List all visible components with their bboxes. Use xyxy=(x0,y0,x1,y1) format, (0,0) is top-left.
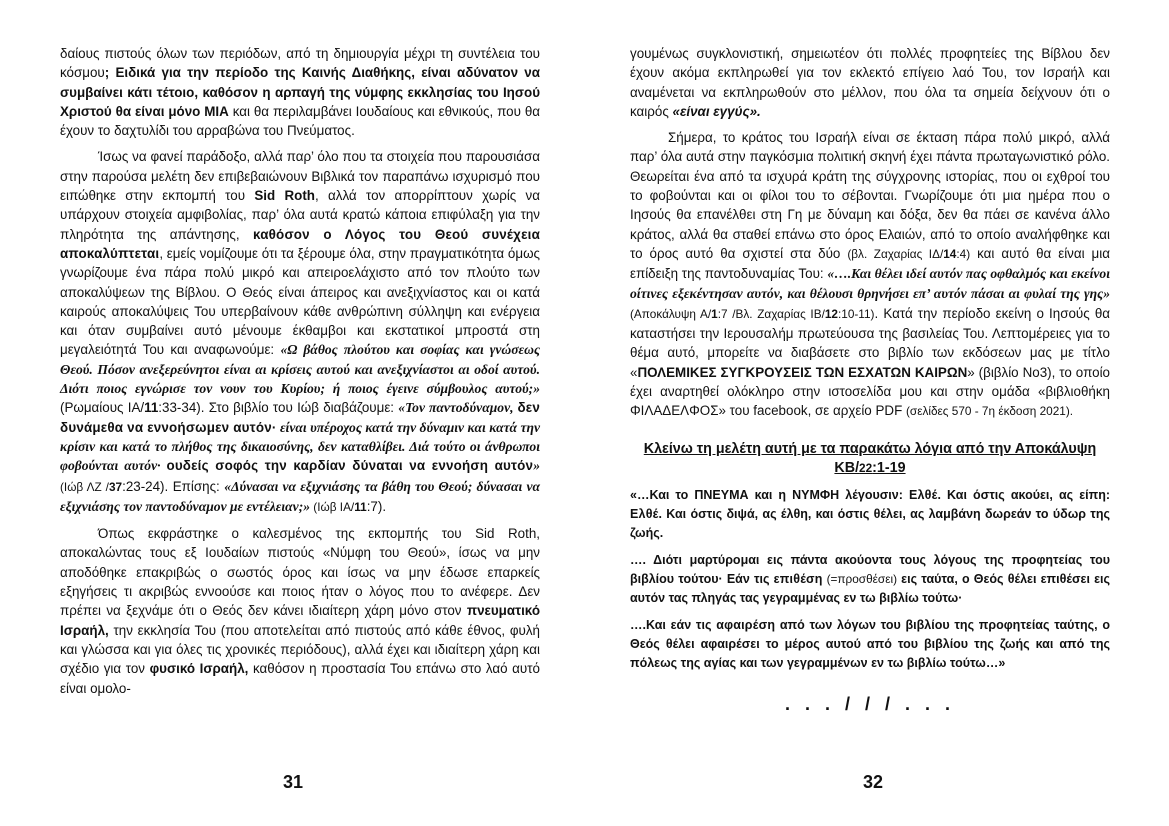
page-number-left: 31 xyxy=(283,772,304,792)
left-paragraph-3: Όπως εκφράστηκε ο καλεσμένος της εκπομπής του Sid Roth, αποκαλώντας τους εξ Ιουδαίων πιστούς «Νύμφη του Θεού», ίσως να μην αποδόθηκε επακριβώς ο σωστός όρος και ίσως να μην έδωσε επαρκείς εξηγήσεις τι ακριβώς εννοούσε και ποιος ήταν ο λόγος που το ανέφερε. Δεν πρέπει να ξεχνάμε ότι ο Θεός δεν κάνει ιδιαίτερη χάρη μόνο στον πνευματικό Ισραήλ, την εκκλησία Του (που αποτελείται από πιστούς από κάθε έθνος, φυλή και γλώσσα και για όλες τις χρονικές περιόδους), αλλά έχει και ιδιαίτερη χάρη και σχέδιο για τον φυσικό Ισραήλ, καθόσον η προστασία Του επάνω στο λαό αυτό είναι ομολο- xyxy=(60,526,540,696)
closing-quote-2: …. Διότι μαρτύρομαι εις πάντα ακούοντα τους λόγους της προφητείας του βιβλίου τούτου· Εάν τις επιθέση (=προσθέσει) εις ταύτα, ο Θεός θέλει επιθέσει εις αυτόν τας πληγάς τας γεγραμμένας εν τω βιβλίω τούτω· xyxy=(630,552,1110,605)
romans-quote: «Ω βάθος πλούτου και σοφίας και γνώσεως Θεού. Πόσον ανεξερεύνητοι είναι αι κρίσεις αυτού και ανεξιχνίαστοι αι οδοί αυτού. Διότι ποιος εγνώρισε τον νουν του Κυρίου; ή ποιος έγεινε σύμβουλος αυτού;» xyxy=(60,342,541,397)
right-paragraph-1: γουμένως συγκλονιστική, σημειωτέον ότι πολλές προφητείες της Βίβλου δεν έχουν ακόμα εκπληρωθεί για τον εκλεκτό επίγειο λαό Του, τον Ισραήλ και αναμένεται να εκπληρωθούν στο μέλλον, που όλα τα σημεία δείχνουν ότι ο καιρός «είναι εγγύς». xyxy=(630,46,1110,119)
closing-heading: Κλείνω τη μελέτη αυτή με τα παρακάτω λόγια από την Αποκάλυψη ΚΒ/22:1-19 xyxy=(643,440,1097,476)
page-number-right: 32 xyxy=(863,772,884,792)
left-paragraph-1: δαίους πιστούς όλων των περιόδων, από τη δημιουργία μέχρι τη συντέλεια του κόσμου; Ειδικά για την περίοδο της Καινής Διαθήκης, είναι αδύνατον να συμβαίνει κάτι τέτοιο, καθόσον η αρπαγή της νύμφης εκκλησίας του Ιησού Χριστού θα είναι μόνο ΜΙΑ και θα περιλαμβάνει Ιουδαίους και εθνικούς, που θα έχουν το δαχτυλίδι του αρραβώνα του Πνεύματος. xyxy=(60,46,541,139)
closing-quote-1: «…Και το ΠΝΕΥΜΑ και η ΝΥΜΦΗ λέγουσιν: Ελθέ. Και όστις ακούει, ας είπη: Ελθέ. Και όστις διψά, ας έλθη, και όστις θέλει, ας λαμβάνη δωρεάν το ύδωρ της ζωής. xyxy=(630,487,1110,540)
right-page xyxy=(630,44,1110,714)
revelation-quote: «….Και θέλει ιδεί αυτόν πας οφθαλμός και εκείνοι οίτινες εξεκέντησαν αυτόν, και θέλουσι θρηνήσει επ’ αυτόν πάσαι αι φυλαί της γης» xyxy=(630,266,1110,301)
left-page xyxy=(60,44,540,698)
job-quote: «Δύνασαι να εξιχνιάσης τα βάθη του Θεού; δύνασαι να εξιχνιάσης τον παντοδύναμον με εντέλειαν;» xyxy=(60,478,540,514)
end-ornament: . . . / / / . . . xyxy=(784,693,956,714)
closing-quote-3: ….Και εάν τις αφαιρέση από των λόγων του βιβλίου της προφητείας ταύτης, ο Θεός θέλει αφαιρέσει το μέρος αυτού από του βιβλίου της ζωής και από της πόλεως της αγίας και των γεγραμμένων εν τω βιβλίω τούτω…» xyxy=(630,617,1110,670)
book-title: ΠΟΛΕΜΙΚΕΣ ΣΥΓΚΡΟΥΣΕΙΣ ΤΩΝ ΕΣΧΑΤΩΝ ΚΑΙΡΩΝ xyxy=(637,364,968,380)
right-paragraph-2: Σήμερα, το κράτος του Ισραήλ είναι σε έκταση πάρα πολύ μικρό, αλλά παρ’ όλα αυτά στην παγκόσμια πολιτική σκηνή έχει πάντα πρωταγωνιστικό ρόλο. Θεωρείται ένα από τα ισχυρά κράτη της σύγχρονης ιστορίας, που οι εχθροί του το φοβούνται και οι φίλοι του το σέβονται. Γνωρίζουμε ότι μια ημέρα που ο Ιησούς θα επανέλθει στη Γη με δύναμη και δόξα, δεν θα πάει σε κανένα άλλο κράτος, αλλά θα σταθεί επάνω στο όρος Ελαιών, από το οποίο αναλήφθηκε και το όρος αυτό θα σχιστεί στα δύο (βλ. Ζαχαρίας ΙΔ/14:4) και αυτό θα είναι μια επίδειξη της παντοδυναμίας Του: «….Και θέλει ιδεί αυτόν πας οφθαλμός και εκείνοι οίτινες εξεκέντησαν αυτόν, και θέλουσι θρηνήσει επ’ αυτόν πάσαι αι φυλαί της γης» (Αποκάλυψη Α/1:7 /Βλ. Ζαχαρίας ΙΒ/12:10-11). Κατά την περίοδο εκείνη ο Ιησούς θα καταστήσει την Ιερουσαλήμ πρωτεύουσα της βασιλείας Του. Λεπτομέρειες για το θέμα αυτό, μπορείτε να διαβάσετε στο βιβλίο των εκδόσεων μας με τίτλο «ΠΟΛΕΜΙΚΕΣ ΣΥΓΚΡΟΥΣΕΙΣ ΤΩΝ ΕΣΧΑΤΩΝ ΚΑΙΡΩΝ» (βιβλίο Νο3), το οποίο έχει αναρτηθεί ολόκληρο στην ιστοσελίδα μου και στην ομάδα «βιβλιοθήκη ΦΙΛΑΔΕΛΦΟΣ» του facebook, σε αρχείο PDF (σελίδες 570 - 7η έκδοση 2021). xyxy=(630,130,1111,419)
left-paragraph-2: Ίσως να φανεί παράδοξο, αλλά παρ’ όλο που τα στοιχεία που παρουσιάσα στην παρούσα μελέτη δεν επιβεβαιώνουν Βιβλικά τον παραπάνω ισχυρισμό που ειπώθηκε στην εκπομπή του Sid Roth, αλλά τον απορρίπτουν χωρίς να υπάρχουν στοιχεία αμφιβολίας, παρ’ όλα αυτά κρατώ κάποια επιφύλαξη για την πληρότητα της απάντησης, καθόσον ο Λόγος του Θεού συνέχεια αποκαλύπτεται, εμείς νομίζουμε ότι τα ξέρουμε όλα, στην πραγματικότητα όμως γνωρίζουμε ένα πάρα πολύ μικρό και απειροελάχιστο από τον πλούτο των αποκαλύψεων της Βίβλου. Ο Θεός είναι άπειρος και ανεξιχνίαστος και οι κατά καιρούς αποκαλύψεις Του υπερβαίνουν κάθε ανθρώπινη σύλληψη και ενέργεια και όταν συμβαίνει αυτό μένουμε έκθαμβοι και εκστατικοί μπροστά στη μεγαλειότητά Του και αναφωνούμε: «Ω βάθος πλούτου και σοφίας και γνώσεως Θεού. Πόσον ανεξερεύνητοι είναι αι κρίσεις αυτού και ανεξιχνίαστοι αι οδοί αυτού. Διότι ποιος εγνώρισε τον νουν του Κυρίου; ή ποιος έγεινε σύμβουλος αυτού;» (Ρωμαίους ΙΑ/11:33-34). Στο βιβλίο του Ιώβ διαβάζουμε: «Τον παντοδύναμον, δεν δυνάμεθα να εννοήσωμεν αυτόν· είναι υπέροχος κατά την δύναμιν και κατά την κρίσιν και κατά το πλήθος της δικαιοσύνης, δεν καταθλίβει. Διά τούτο οι άνθρωποι φοβούνται αυτόν· ουδείς σοφός την καρδίαν δύναται να εννοήση αυτόν» (Ιώβ ΛΖ /37:23-24). Επίσης: «Δύνασαι να εξιχνιάσης τα βάθη του Θεού; δύνασαι να εξιχνιάσης τον παντοδύναμον με εντέλειαν;» (Ιώβ ΙΑ/11:7). xyxy=(60,149,541,514)
